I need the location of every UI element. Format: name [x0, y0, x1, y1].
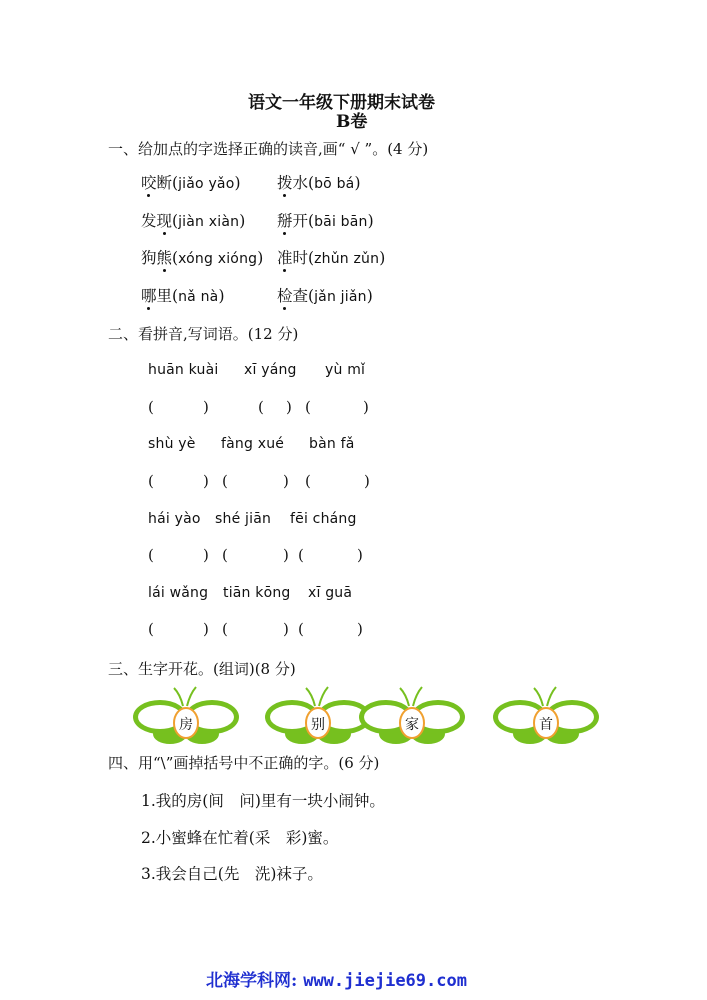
- q2-pinyin: fēi cháng: [290, 511, 357, 527]
- flower-stem: [547, 687, 556, 706]
- q1-dotted-char: 准: [277, 246, 293, 268]
- q1-pinyin-options[interactable]: jǎn jiǎn: [314, 289, 367, 305]
- flower-char: 别: [311, 717, 325, 733]
- q1-pinyin-options[interactable]: nǎ nà: [178, 289, 219, 305]
- q2-pinyin: shé jiān: [215, 511, 272, 527]
- page-title: 语文一年级下册期末试卷: [248, 93, 435, 113]
- q2-answer-paren-close: ): [203, 472, 209, 490]
- q2-answer-paren-open[interactable]: (: [148, 620, 154, 638]
- flower-char: 首: [539, 717, 553, 733]
- q1-dotted-char: 现: [157, 209, 173, 231]
- q1-dotted-char: 拨: [277, 171, 293, 193]
- q1-dotted-char: 掰: [277, 209, 293, 231]
- flower-1: [130, 684, 242, 748]
- q2-answer-paren-close: ): [357, 620, 363, 638]
- flower-3: [356, 684, 468, 748]
- page-subtitle: B卷: [336, 112, 368, 132]
- q2-answer-paren-close: ): [203, 398, 209, 416]
- q2-answer-paren-open[interactable]: (: [258, 398, 264, 416]
- q2-answer-paren-open[interactable]: (: [148, 546, 154, 564]
- q4-item: 1.我的房(间 问)里有一块小闹钟。: [141, 792, 385, 810]
- q2-pinyin: xī yáng: [244, 362, 297, 378]
- q1-item: [277, 284, 373, 306]
- q2-pinyin: xī guā: [308, 585, 353, 601]
- flower-stem: [413, 687, 422, 706]
- q1-pinyin-options[interactable]: xóng xióng: [178, 251, 258, 267]
- q1-paren-close: ): [234, 174, 241, 192]
- q1-dotted-char: 哪: [141, 284, 157, 306]
- q2-answer-paren-open[interactable]: (: [305, 398, 311, 416]
- flower-stem: [319, 687, 328, 706]
- q2-pinyin: huān kuài: [148, 362, 219, 378]
- q2-answer-paren-close: ): [203, 620, 209, 638]
- q1-char: 开(: [292, 212, 315, 230]
- q1-char: 时(: [292, 249, 315, 267]
- q2-pinyin: tiān kōng: [223, 585, 291, 601]
- q2-pinyin: bàn fǎ: [309, 436, 355, 452]
- q1-dotted-char: 咬: [141, 171, 157, 193]
- footer-site: 北海学科网:: [206, 971, 298, 991]
- flower-stem: [187, 687, 196, 706]
- q2-answer-paren-close: ): [283, 472, 289, 490]
- q1-dotted-char: 检: [277, 284, 293, 306]
- q1-paren-close: ): [239, 212, 246, 230]
- q2-pinyin: hái yào: [148, 511, 201, 527]
- q1-char: (: [172, 249, 179, 267]
- q2-pinyin: fàng xué: [221, 436, 285, 452]
- q1-item: [277, 246, 385, 268]
- q2-title: 二、看拼音,写词语。(12 分): [108, 325, 299, 343]
- q2-answer-paren-close: ): [357, 546, 363, 564]
- q1-char: 水(: [292, 174, 315, 192]
- q1-paren-close: ): [366, 287, 373, 305]
- q1-paren-close: ): [257, 249, 264, 267]
- q2-answer-paren-open[interactable]: (: [298, 620, 304, 638]
- q2-answer-paren-open[interactable]: (: [148, 398, 154, 416]
- q1-item: [141, 171, 241, 193]
- q1-char: 断(: [156, 174, 179, 192]
- q2-answer-paren-close: ): [363, 398, 369, 416]
- q2-pinyin: lái wǎng: [148, 585, 209, 601]
- q2-answer-paren-open[interactable]: (: [305, 472, 311, 490]
- q4-title: 四、用“\”画掉括号中不正确的字。(6 分): [108, 754, 380, 772]
- footer: [206, 966, 467, 991]
- q2-answer-paren-open[interactable]: (: [222, 472, 228, 490]
- q1-char: 查(: [292, 287, 315, 305]
- q2-answer-paren-close: ): [364, 472, 370, 490]
- footer-url[interactable]: www.jiejie69.com: [303, 971, 467, 991]
- q1-pinyin-options[interactable]: jiàn xiàn: [178, 214, 240, 230]
- q2-answer-paren-open[interactable]: (: [222, 546, 228, 564]
- q1-pinyin-options[interactable]: zhǔn zǔn: [314, 251, 380, 267]
- q2-pinyin: shù yè: [148, 436, 196, 452]
- q1-pinyin-options[interactable]: jiǎo yǎo: [178, 176, 235, 192]
- q2-answer-paren-open[interactable]: (: [298, 546, 304, 564]
- q1-char: 发: [141, 212, 157, 230]
- q2-answer-paren-open[interactable]: (: [148, 472, 154, 490]
- q1-item: [141, 284, 225, 306]
- q4-item: 3.我会自己(先 洗)袜子。: [141, 865, 323, 883]
- q1-item: [141, 246, 263, 268]
- q1-char: 狗: [141, 249, 157, 267]
- q1-item: [141, 209, 245, 231]
- q2-answer-paren-close: ): [283, 546, 289, 564]
- q1-paren-close: ): [367, 212, 374, 230]
- q1-paren-close: ): [354, 174, 361, 192]
- flower-char: 房: [179, 717, 193, 733]
- q1-item: [277, 209, 374, 231]
- q1-char: (: [172, 212, 179, 230]
- q2-pinyin: yù mǐ: [325, 362, 366, 378]
- q1-dotted-char: 熊: [157, 246, 173, 268]
- q1-item: [277, 171, 361, 193]
- q2-answer-paren-close: ): [203, 546, 209, 564]
- q3-title: 三、生字开花。(组词)(8 分): [108, 660, 296, 678]
- q1-pinyin-options[interactable]: bāi bān: [314, 214, 368, 230]
- flower-char: 家: [405, 717, 419, 733]
- flower-4: [490, 684, 602, 748]
- q2-answer-paren-open[interactable]: (: [222, 620, 228, 638]
- q1-pinyin-options[interactable]: bō bá: [314, 176, 355, 192]
- q2-answer-paren-close: ): [286, 398, 292, 416]
- q1-char: 里(: [156, 287, 179, 305]
- q1-paren-close: ): [218, 287, 225, 305]
- q2-answer-paren-close: ): [283, 620, 289, 638]
- q4-item: 2.小蜜蜂在忙着(采 彩)蜜。: [141, 829, 339, 847]
- q1-paren-close: ): [379, 249, 386, 267]
- q1-title: 一、给加点的字选择正确的读音,画“ √ ”。(4 分): [108, 140, 429, 158]
